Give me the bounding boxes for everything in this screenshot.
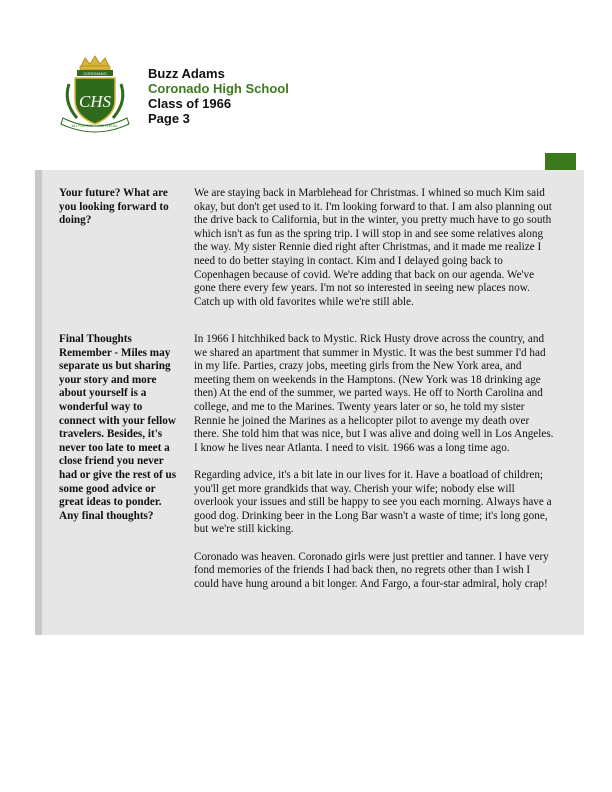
content-panel	[35, 170, 584, 635]
author-name: Buzz Adams	[148, 66, 225, 81]
answer-paragraph: Regarding advice, it's a bit late in our lives for it. Have a boatload of children; you'll get more grandkids that way. Cherish your wife; nobody else will overlook your issues and still be happy to see you each morning. Always have a good dog. Drinking beer in the Long Bar wasn't a waste of time; it's long gone, but we're still kicking.	[194, 468, 552, 536]
accent-tab	[545, 153, 576, 170]
page-header	[148, 66, 289, 126]
class-year: Class of 1966	[148, 96, 232, 111]
answer-text	[194, 333, 556, 591]
school-crest-logo	[55, 54, 135, 134]
answer-paragraph: In 1966 I hitchhiked back to Mystic. Rick Husty drove across the country, and we shared an apartment that summer in Mystic. It was the best summer I'd had in my life. Parties, crazy jobs, meeting girls from the New York area, and meeting them on weekends in the Hamptons. (New York was 18 drinking age then) At the end of the summer, we parted ways. He off to North Carolina and college, and me to the Marines. Twenty years later or so, he told my sister Rennie he joined the Marines as a helicopter pilot to avenge my death over there. She told him that was nice, but I was alive and doing well in Los Angeles. I know he lives near Atlanta. I need to visit. 1966 was a long time ago.	[194, 333, 554, 454]
answer-text	[194, 187, 556, 309]
crest-ribbon-text: ALL FOR ONE ✦ ONE FOR ALL	[71, 124, 119, 128]
school-name: Coronado High School	[148, 81, 289, 96]
page-number: Page 3	[148, 111, 190, 126]
crest-monogram: CHS	[78, 92, 112, 111]
crest-banner-text: CORONADO	[83, 71, 107, 76]
answer-paragraph: We are staying back in Marblehead for Christmas. I whined so much Kim said okay, but don't get used to it. I'm looking forward to that. I am also planning out the drive back to California, but in the winter, you pretty much have to go south which isn't as fun as the spring trip. I will stop in and see some relatives along the way. My sister Rennie died right after Christmas, and it made me realize I need to do better staying in contact. Kim and I delayed going back to Copenhagen because of covid. We're adding that back on our agenda. We've gone there every few years. I'm not so interested in seeing new places now. Catch up with old favorites while we're still able.	[194, 187, 552, 308]
question-label: Final Thoughts Remember - Miles may separate us but sharing your story and more about yourself is a wonderful way to connect with your fellow travelers. Besides, it's never too late to meet a close friend you never had or give the rest of us some good advice or great ideas to ponder. Any final thoughts?	[59, 333, 177, 522]
answer-paragraph: Coronado was heaven. Coronado girls were just prettier and tanner. I have very fond memories of the friends I had back then, no regrets other than I wish I could have hung around a bit longer. And Fargo, a four-star admiral, holy crap!	[194, 550, 549, 590]
question-label: Your future? What are you looking forward to doing?	[59, 187, 169, 227]
